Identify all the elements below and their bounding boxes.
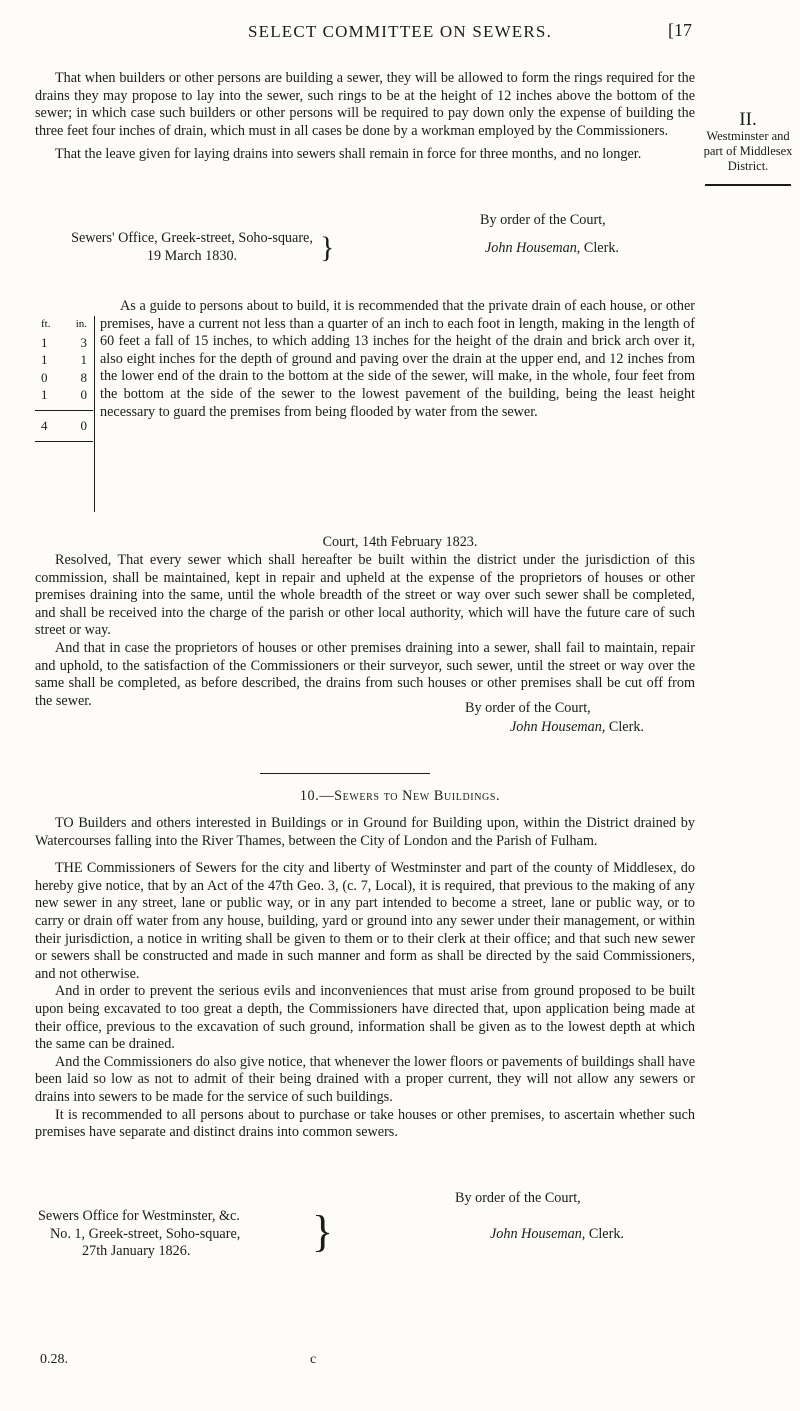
office-line: 27th January 1826. [82, 1243, 191, 1260]
table-rule [35, 441, 93, 442]
clerk-title: Clerk. [583, 240, 619, 256]
section3-paragraph: It is recommended to all persons about to purchase or take houses or other premises, to ascertain whether such premises have separate and distinct drains into common sewers. [35, 1106, 695, 1141]
footer-left: 0.28. [40, 1352, 68, 1367]
office-line: No. 1, Greek-street, Soho-square, [50, 1225, 241, 1242]
section1-paragraph: That the leave given for laying drains into sewers shall remain in force for three months, and no longer. [55, 146, 642, 163]
section2-body [35, 552, 695, 710]
section2-order: By order of the Court, [465, 700, 591, 716]
section3-paragraph: THE Commissioners of Sewers for the city and liberty of Westminster and part of the county of Middlesex, do hereby give notice, that by an Act of the 47th Geo. 3, (c. 7, Local), it is required, that previous to the making of any new sewer in any street, lane or public way, or in any part intended to become a street, lane or public way, or to carry or drain off water from any house, building, yard or ground into any sewer under their management, or within their jurisdiction, a notice in writing shall be given to them or to their clerk at their office; and that such new sewer or sewers shall be constructed and made in such manner and form as shall be directed by the said Commissioners, and not otherwise. [35, 860, 695, 982]
running-header: SELECT COMMITTEE ON SEWERS. [247, 22, 553, 41]
measurement-header [35, 316, 93, 334]
section2-paragraph: And that in case the proprietors of houses or other premises draining into a sewer, shall fail to maintain, repair and uphold, to the satisfaction of the Commissioners or their surveyor, such sewer, until the street or way over the same shall be completed, as before described, the drains from such houses or other premises shall be cut off from the sewer. [35, 639, 695, 709]
guide-block [100, 298, 695, 421]
measurement-total [35, 417, 93, 435]
section1-paragraph: That when builders or other persons are building a sewer, they will be allowed to form the rings required for the drains they may propose to lay into the sewer, such rings to be at the height of 12 inches above the bottom of the sewer; in which case such builders or other persons will be required to pay down only the expense of building the three feet four inches of drain, which must in all cases be done by a workman employed by the Commissioners. [35, 70, 695, 139]
section3-heading: 10.—Sewers to New Buildings. [299, 788, 501, 804]
section3-office [38, 1208, 320, 1261]
ft-value: 1 [41, 334, 48, 350]
measurement-row [35, 386, 93, 404]
measurement-row [35, 351, 93, 369]
margin-note-text: Westminster and part of Middlesex District. [703, 129, 793, 173]
clerk-name: John Houseman, [490, 1226, 586, 1242]
section2-signature [510, 719, 644, 737]
in-value: 3 [80, 334, 87, 350]
section2-paragraph: Resolved, That every sewer which shall hereafter be built within the district under the jurisdiction of this commission, shall be maintained, kept in repair and upheld at the expense of the proprietors of houses or other premises draining into the same, until the whole breadth of the street or way over such sewer shall be completed, and shall be received into the charge of the parish or other local authority, which will have the future care of such street or way. [35, 552, 695, 639]
clerk-title: Clerk. [588, 1226, 624, 1242]
margin-note-rule [705, 184, 791, 186]
in-total: 0 [80, 417, 87, 433]
section1-signature [485, 240, 619, 258]
guide-paragraph: As a guide to persons about to build, it is recommended that the private drain of each house, or other premises, have a current not less than a quarter of an inch to each foot in length, making in the length of 60 feet a fall of 15 inches, to which adding 13 inches for the height of the drain and brick arch over it, also eight inches for the depth of ground and paving over the drain at the upper end, and 12 inches from the lower end of the drain to the bottom at the side of the sewer, will make, in the whole, four feet from the bottom at the side of the sewer to the lowest pavement of the building, being the least height necessary to guard the premises from being flooded by water from the sewer. [100, 298, 695, 420]
clerk-name: John Houseman, [510, 719, 606, 735]
clerk-title: Clerk. [608, 719, 644, 735]
table-rule [35, 410, 93, 411]
ft-value: 0 [41, 369, 48, 385]
brace: } [320, 231, 335, 264]
measurement-table [35, 316, 93, 448]
section3-paragraph: And in order to prevent the serious evils and inconveniences that must arise from ground proposed to be built upon being excavated to too great a depth, the Commissioners have directed that, upon application being made at their office, previous to the excavation of such ground, information shall be given as to the lowest depth at which the same can be drained. [35, 983, 695, 1053]
measurement-row [35, 369, 93, 387]
section3-body [35, 815, 695, 1142]
office-line: 19 March 1830. [146, 247, 238, 264]
ft-value: 1 [41, 352, 48, 368]
section-divider [260, 773, 430, 774]
section3-order: By order of the Court, [455, 1190, 581, 1206]
section1-office [52, 230, 335, 265]
margin-note [700, 109, 796, 186]
in-value: 8 [80, 369, 87, 385]
in-value: 0 [80, 387, 87, 403]
section3-signature [490, 1226, 624, 1244]
section3-paragraph: TO Builders and others interested in Buildings or in Ground for Building upon, within the District drained by Watercourses falling into the River Thames, between the City of London and the Parish of Fulham. [35, 815, 695, 849]
ft-total: 4 [41, 417, 48, 433]
margin-note-number: II. [739, 109, 757, 130]
clerk-name: John Houseman, [485, 240, 581, 256]
header-in: in. [75, 318, 87, 330]
ft-value: 1 [41, 387, 48, 403]
page-number: [17 [668, 20, 692, 40]
section1-order: By order of the Court, [480, 212, 606, 228]
section3-paragraph: And the Commissioners do also give notice, that whenever the lower floors or pavements of buildings shall have been laid so low as not to admit of their being drained with a proper current, they will not allow any sewers or drains into sewers to be made for the service of such buildings. [35, 1053, 695, 1105]
section1-body [35, 70, 695, 164]
office-line: Sewers Office for Westminster, &c. [38, 1208, 240, 1224]
footer-signature-mark: c [310, 1352, 317, 1367]
in-value: 1 [80, 352, 87, 368]
brace: } [312, 1207, 334, 1256]
header-ft: ft. [41, 318, 51, 330]
office-line: Sewers' Office, Greek-street, Soho-square, [71, 230, 313, 246]
measurement-row [35, 334, 93, 352]
court-date: Court, 14th February 1823. [322, 534, 478, 550]
table-divider [94, 316, 95, 512]
